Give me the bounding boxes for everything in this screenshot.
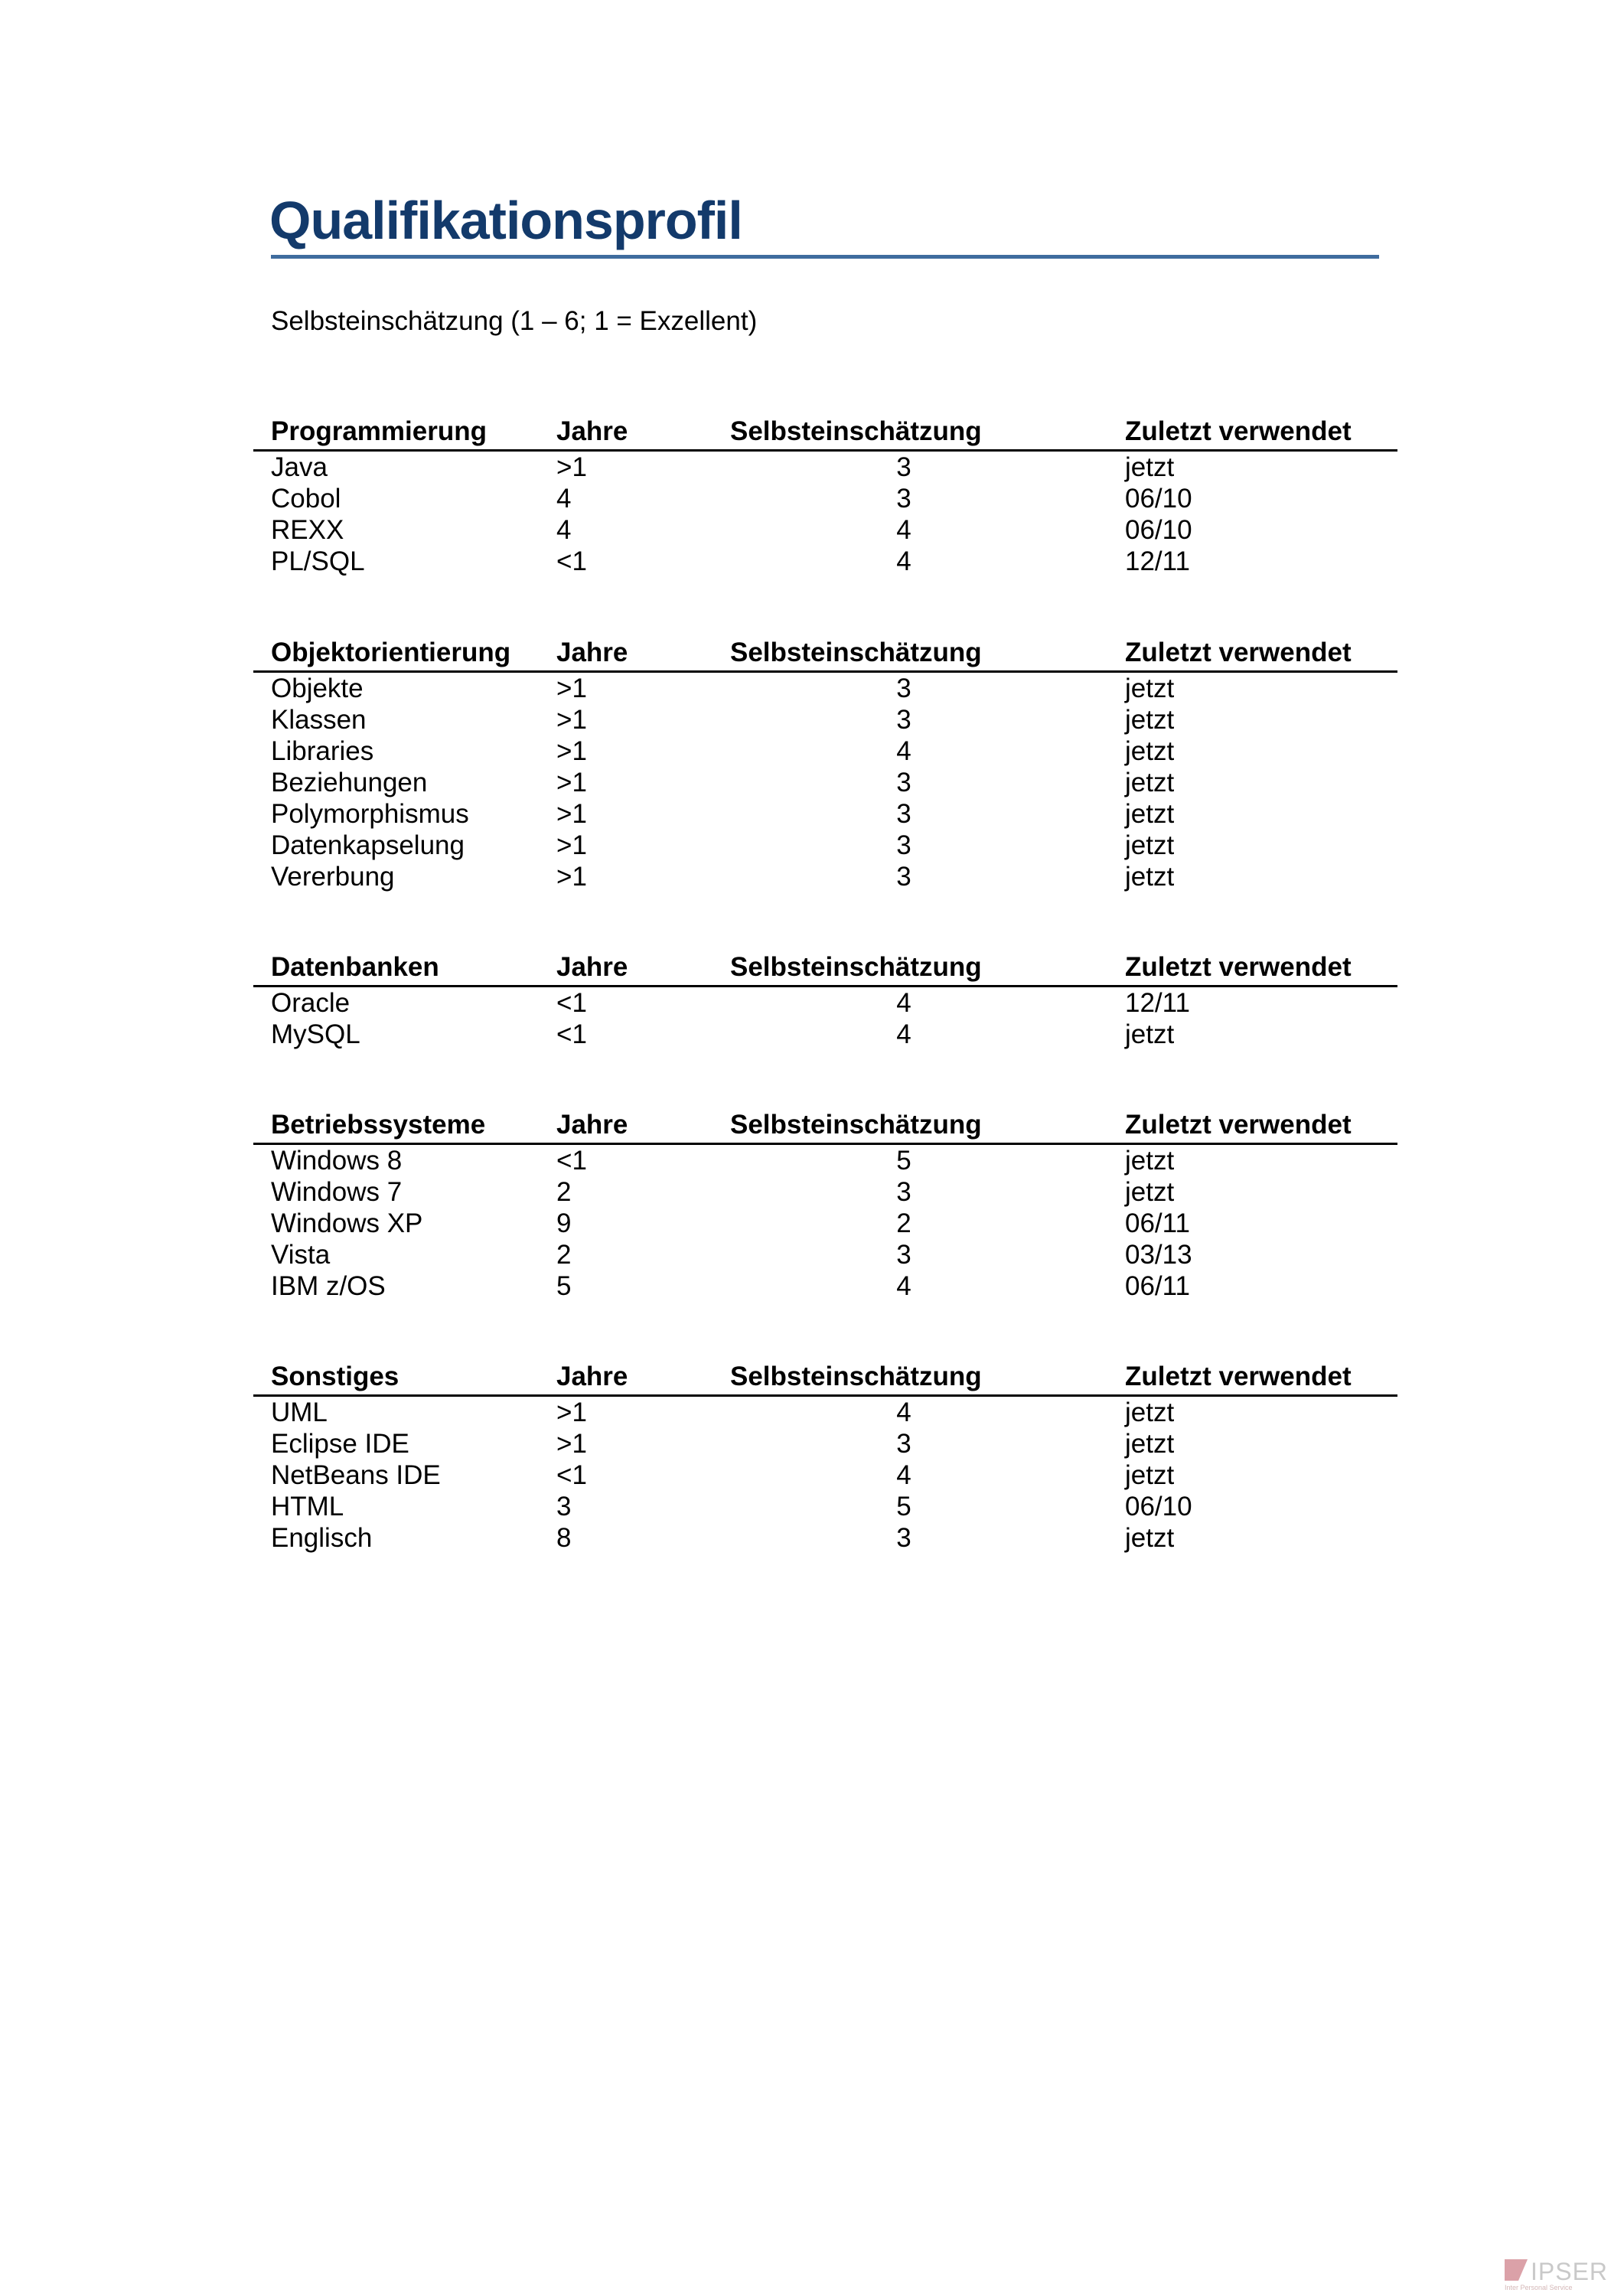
skill-years: <1 <box>556 1146 587 1176</box>
header-rating: Selbsteinschätzung <box>730 952 982 982</box>
rating-scale-note: Selbsteinschätzung (1 – 6; 1 = Exzellent) <box>271 306 758 336</box>
header-years: Jahre <box>556 416 628 446</box>
table-row <box>253 861 1397 892</box>
table-row <box>253 1522 1397 1554</box>
table-row <box>253 735 1397 767</box>
skill-name: Beziehungen <box>271 768 428 797</box>
skill-last-used: jetzt <box>1125 452 1175 482</box>
skill-years: 9 <box>556 1208 572 1238</box>
table-row <box>253 1239 1397 1270</box>
table-row <box>253 767 1397 798</box>
header-years: Jahre <box>556 1110 628 1140</box>
table-header <box>253 637 1397 673</box>
table-header <box>253 1109 1397 1145</box>
skill-years: >1 <box>556 862 587 892</box>
company-logo <box>1505 2255 1619 2293</box>
header-years: Jahre <box>556 638 628 667</box>
skill-name: HTML <box>271 1492 344 1521</box>
skill-years: <1 <box>556 1460 587 1490</box>
skill-years: 4 <box>556 515 572 545</box>
section-title: Programmierung <box>271 416 487 446</box>
logo-tagline: Inter Personal Service <box>1505 2284 1573 2291</box>
table-row <box>253 1176 1397 1208</box>
skills-table <box>253 416 1397 577</box>
skills-table <box>253 637 1397 892</box>
skill-years: 8 <box>556 1523 572 1553</box>
skill-years: <1 <box>556 546 587 576</box>
skill-name: REXX <box>271 515 344 545</box>
skill-name: Datenkapselung <box>271 830 465 860</box>
skill-years: >1 <box>556 673 587 703</box>
skill-rating: 3 <box>896 862 911 892</box>
skill-last-used: 06/10 <box>1125 484 1192 514</box>
skill-rating: 4 <box>896 736 911 766</box>
skill-rating: 4 <box>896 1397 911 1427</box>
skill-last-used: jetzt <box>1125 1397 1175 1427</box>
skill-name: Libraries <box>271 736 374 766</box>
skill-name: IBM z/OS <box>271 1271 386 1301</box>
skill-last-used: jetzt <box>1125 1523 1175 1553</box>
skill-rating: 4 <box>896 1019 911 1049</box>
header-last-used: Zuletzt verwendet <box>1125 1362 1352 1391</box>
title-divider <box>271 255 1379 259</box>
skill-years: 5 <box>556 1271 572 1301</box>
table-row <box>253 452 1397 483</box>
skill-last-used: 12/11 <box>1125 546 1190 576</box>
skill-last-used: jetzt <box>1125 673 1175 703</box>
table-row <box>253 1491 1397 1522</box>
skill-name: NetBeans IDE <box>271 1460 441 1490</box>
table-row <box>253 1270 1397 1302</box>
skill-years: >1 <box>556 1429 587 1459</box>
skill-last-used: jetzt <box>1125 1429 1175 1459</box>
skill-years: 2 <box>556 1177 572 1207</box>
logo-mark-icon <box>1505 2259 1528 2281</box>
skill-rating: 5 <box>896 1146 911 1176</box>
skill-rating: 3 <box>896 799 911 829</box>
table-header <box>253 416 1397 452</box>
logo-text: IPSER <box>1531 2258 1609 2285</box>
skill-last-used: 06/10 <box>1125 515 1192 545</box>
skill-name: Windows 7 <box>271 1177 403 1207</box>
skill-name: UML <box>271 1397 328 1427</box>
table-row <box>253 1019 1397 1050</box>
skills-table <box>253 1109 1397 1302</box>
table-row <box>253 1208 1397 1239</box>
skill-years: 4 <box>556 484 572 514</box>
skill-rating: 3 <box>896 452 911 482</box>
skill-name: Windows 8 <box>271 1146 403 1176</box>
skill-rating: 2 <box>896 1208 911 1238</box>
header-last-used: Zuletzt verwendet <box>1125 952 1352 982</box>
table-row <box>253 483 1397 514</box>
table-row <box>253 798 1397 830</box>
table-row <box>253 987 1397 1019</box>
section-title: Datenbanken <box>271 952 439 982</box>
skill-rating: 3 <box>896 1429 911 1459</box>
skill-years: >1 <box>556 830 587 860</box>
table-row <box>253 1145 1397 1176</box>
skill-rating: 3 <box>896 1177 911 1207</box>
skill-name: PL/SQL <box>271 546 365 576</box>
header-last-used: Zuletzt verwendet <box>1125 638 1352 667</box>
skill-last-used: 03/13 <box>1125 1240 1192 1270</box>
table-row <box>253 1428 1397 1459</box>
skills-table <box>253 951 1397 1050</box>
skill-last-used: jetzt <box>1125 862 1175 892</box>
skill-last-used: jetzt <box>1125 799 1175 829</box>
skill-last-used: jetzt <box>1125 830 1175 860</box>
skill-years: 3 <box>556 1492 572 1521</box>
skill-last-used: jetzt <box>1125 1460 1175 1490</box>
skill-name: Cobol <box>271 484 341 514</box>
section-title: Betriebssysteme <box>271 1110 486 1140</box>
header-last-used: Zuletzt verwendet <box>1125 1110 1352 1140</box>
skill-rating: 3 <box>896 705 911 735</box>
skill-name: Windows XP <box>271 1208 423 1238</box>
skill-last-used: 06/10 <box>1125 1492 1192 1521</box>
header-rating: Selbsteinschätzung <box>730 1110 982 1140</box>
skill-name: Vista <box>271 1240 331 1270</box>
skill-name: Polymorphismus <box>271 799 469 829</box>
skill-years: >1 <box>556 768 587 797</box>
skill-last-used: jetzt <box>1125 705 1175 735</box>
skill-rating: 3 <box>896 1523 911 1553</box>
header-rating: Selbsteinschätzung <box>730 416 982 446</box>
skill-rating: 4 <box>896 988 911 1018</box>
skill-name: Eclipse IDE <box>271 1429 409 1459</box>
skill-rating: 4 <box>896 515 911 545</box>
skill-years: <1 <box>556 1019 587 1049</box>
skill-years: >1 <box>556 452 587 482</box>
skill-last-used: jetzt <box>1125 1019 1175 1049</box>
skill-last-used: 06/11 <box>1125 1271 1190 1301</box>
skill-name: Englisch <box>271 1523 373 1553</box>
skill-rating: 4 <box>896 1271 911 1301</box>
skill-rating: 5 <box>896 1492 911 1521</box>
header-years: Jahre <box>556 1362 628 1391</box>
skill-name: Objekte <box>271 673 364 703</box>
header-last-used: Zuletzt verwendet <box>1125 416 1352 446</box>
skill-rating: 3 <box>896 768 911 797</box>
skill-last-used: jetzt <box>1125 1146 1175 1176</box>
skill-last-used: jetzt <box>1125 1177 1175 1207</box>
header-years: Jahre <box>556 952 628 982</box>
skill-years: 2 <box>556 1240 572 1270</box>
table-row <box>253 514 1397 546</box>
skill-rating: 3 <box>896 673 911 703</box>
skill-years: >1 <box>556 1397 587 1427</box>
skill-rating: 3 <box>896 830 911 860</box>
skill-last-used: 12/11 <box>1125 988 1190 1018</box>
skill-name: Klassen <box>271 705 367 735</box>
table-row <box>253 673 1397 704</box>
table-header <box>253 1361 1397 1397</box>
skill-name: Vererbung <box>271 862 395 892</box>
skill-name: Oracle <box>271 988 351 1018</box>
table-header <box>253 951 1397 987</box>
skill-rating: 3 <box>896 1240 911 1270</box>
table-row <box>253 704 1397 735</box>
skill-name: Java <box>271 452 328 482</box>
page-title: Qualifikationsprofil <box>269 191 742 250</box>
skill-rating: 4 <box>896 546 911 576</box>
skill-years: >1 <box>556 799 587 829</box>
skill-years: >1 <box>556 736 587 766</box>
skill-years: <1 <box>556 988 587 1018</box>
skills-table <box>253 1361 1397 1554</box>
header-rating: Selbsteinschätzung <box>730 638 982 667</box>
table-row <box>253 1397 1397 1428</box>
skill-last-used: jetzt <box>1125 736 1175 766</box>
table-row <box>253 830 1397 861</box>
section-title: Objektorientierung <box>271 638 511 667</box>
skill-last-used: 06/11 <box>1125 1208 1190 1238</box>
skill-years: >1 <box>556 705 587 735</box>
skill-name: MySQL <box>271 1019 360 1049</box>
skill-rating: 4 <box>896 1460 911 1490</box>
header-rating: Selbsteinschätzung <box>730 1362 982 1391</box>
section-title: Sonstiges <box>271 1362 399 1391</box>
skill-rating: 3 <box>896 484 911 514</box>
table-row <box>253 546 1397 577</box>
skill-last-used: jetzt <box>1125 768 1175 797</box>
table-row <box>253 1459 1397 1491</box>
